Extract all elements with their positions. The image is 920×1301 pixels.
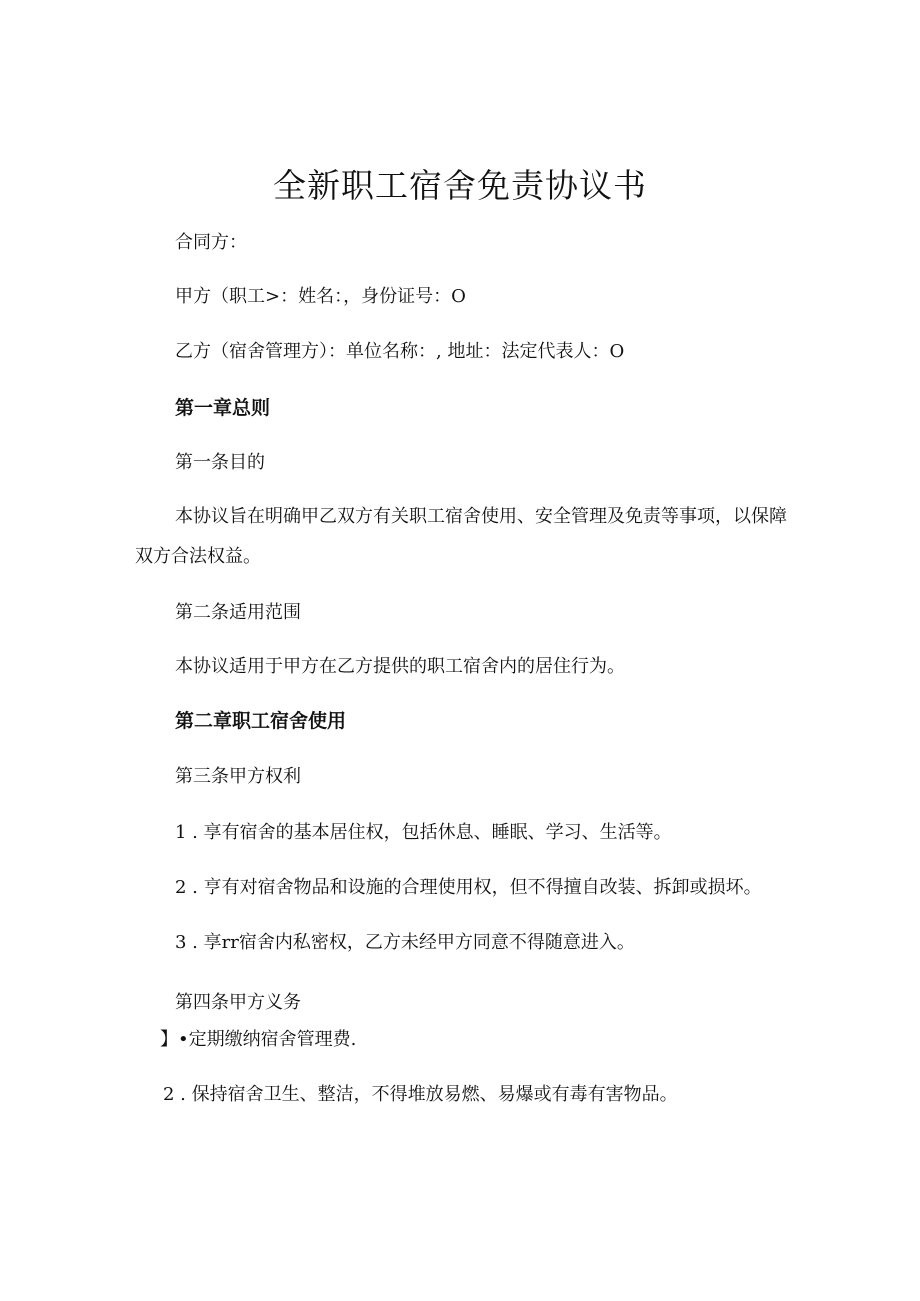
article-4-item-2: 2 . 保持宿舍卫生、整洁，不得堆放易燃、易爆或有毒有害物品。 xyxy=(163,1084,678,1105)
article-4-item-1: 】•定期缴纳宿舍管理费. xyxy=(160,1029,357,1050)
article-3-item-1: 1 . 享有宿舍的基本居住权，包括休息、睡眠、学习、生活等。 xyxy=(175,822,672,843)
party-a-info: 甲方（职工>：姓名：，身份证号：O xyxy=(175,286,466,307)
document-title: 全新职工宿舍免责协议书 xyxy=(273,166,647,205)
article-3-item-3: 3 . 享rr宿舍内私密权，乙方未经甲方同意不得随意进入。 xyxy=(175,932,635,953)
article-2-text: 本协议适用于甲方在乙方提供的职工宿舍内的居住行为。 xyxy=(175,656,625,677)
chapter-2-heading: 第二章职工宿舍使用 xyxy=(175,710,347,732)
chapter-1-heading: 第一章总则 xyxy=(175,397,271,419)
parties-label: 合同方： xyxy=(175,232,247,253)
article-3-heading: 第三条甲方权利 xyxy=(175,766,301,787)
article-1-text: 本协议旨在明确甲乙双方有关职工宿舍使用、安全管理及免责等事项，以保障双方合法权益。 xyxy=(135,506,787,567)
article-3-item-2: 2 . 亨有对宿舍物品和设施的合理使用权，但不得擅自改装、拆卸或损坏。 xyxy=(175,877,762,898)
article-4-heading: 第四条甲方义务 xyxy=(175,992,301,1013)
article-2-heading: 第二条适用范围 xyxy=(175,602,301,623)
article-1-heading: 第一条目的 xyxy=(175,452,265,473)
party-b-info: 乙方（宿舍管理方）：单位名称：, 地址：法定代表人：O xyxy=(175,341,625,362)
